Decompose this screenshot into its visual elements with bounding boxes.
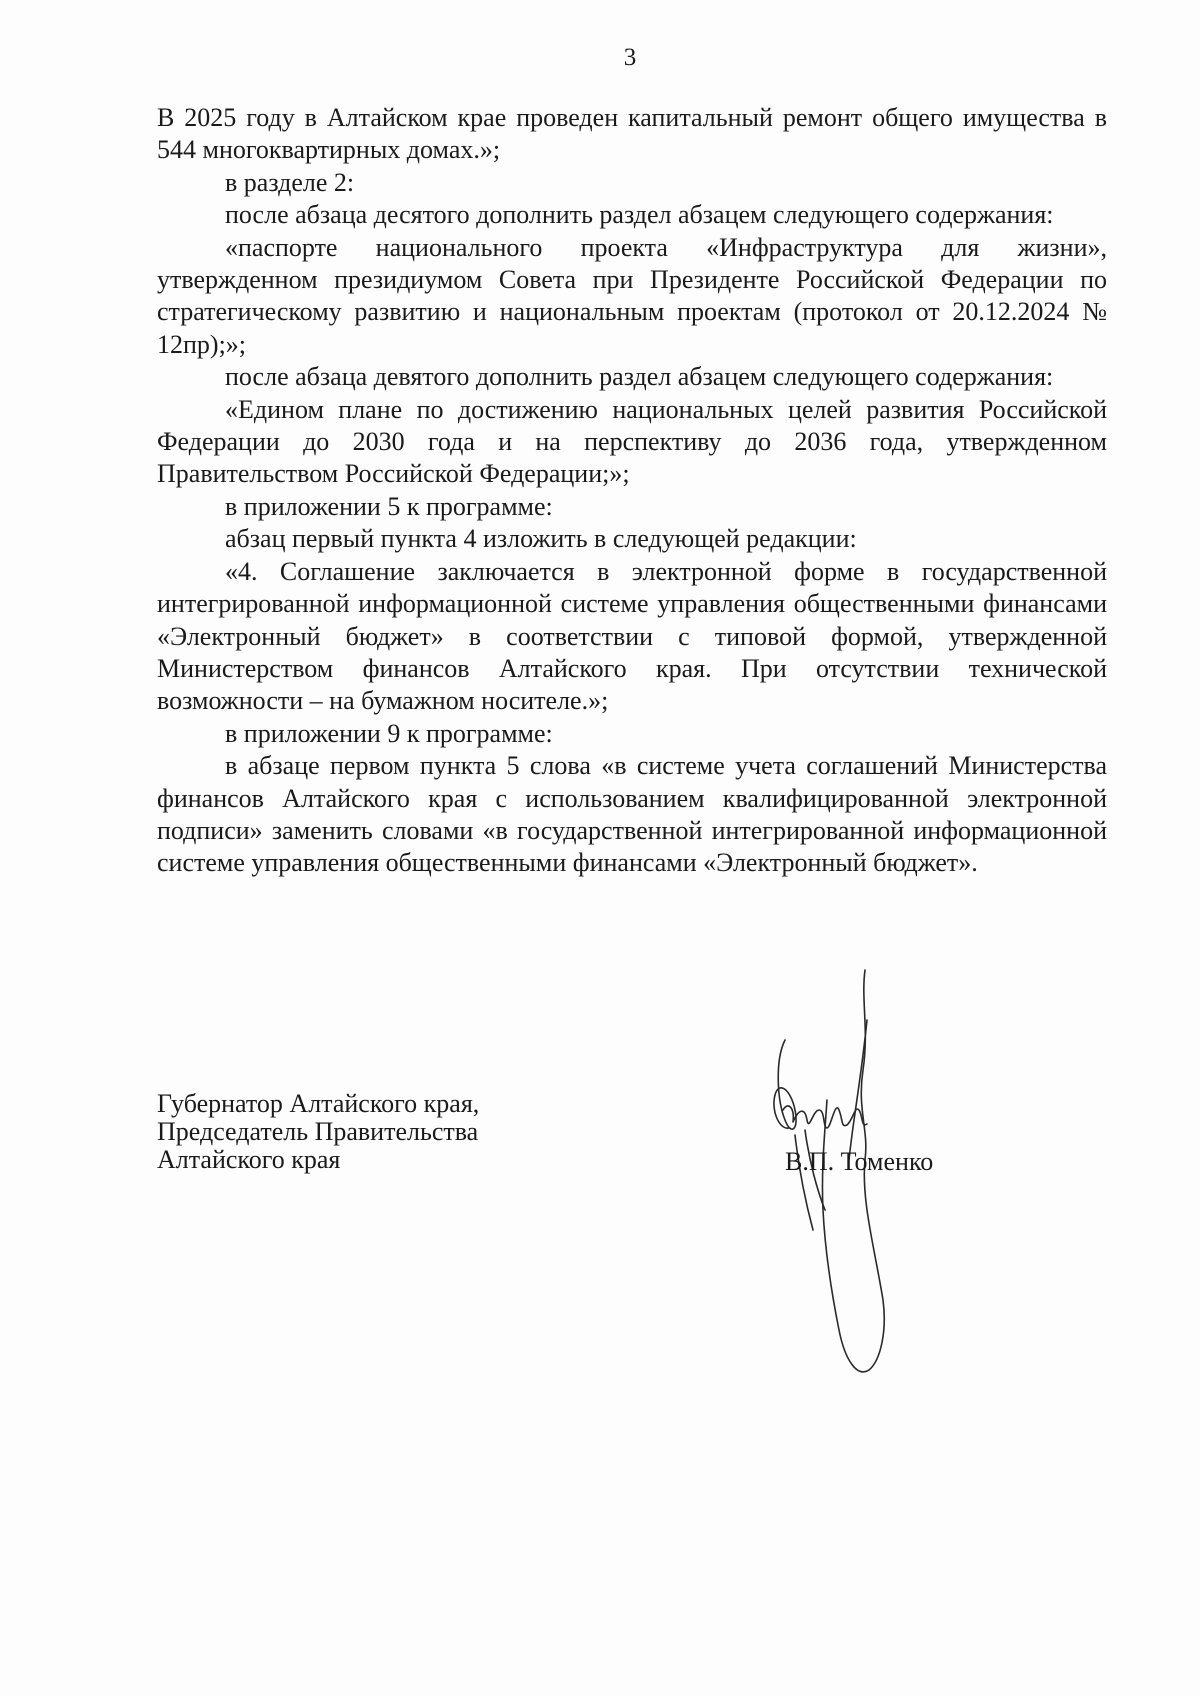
signatory-title-line: Председатель Правительства — [157, 1117, 479, 1146]
paragraph: абзац первый пункта 4 изложить в следующей редакции: — [225, 524, 857, 554]
paragraph: после абзаца десятого дополнить раздел абзацем следующего содержания: — [225, 200, 1054, 230]
document-body — [157, 102, 1107, 880]
paragraph: после абзаца девятого дополнить раздел абзацем следующего содержания: — [225, 362, 1054, 392]
paragraph: «Едином плане по достижению национальных целей развития Российской Федерации до 2030 года и на перспективу до 2036 года, утвержденном Правительством Российской Федерации;»; — [157, 394, 1107, 489]
paragraph: «4. Соглашение заключается в электронной форме в государственной интегрированной информационной системе управления общественными финансами «Электронный бюджет» в соответствии с типовой формой, утвержденной Министерством финансов Алтайского края. При отсутствии технической возможности – на бумажном носителе.»; — [157, 556, 1107, 716]
paragraph: «паспорте национального проекта «Инфраструктура для жизни», утвержденном президиумом Совета при Президенте Российской Федерации по стратегическому развитию и национальным проектам (протокол от 20.12.2024 № 12пр);»; — [157, 232, 1107, 359]
signatory-name: В.П. Томенко — [785, 1147, 934, 1176]
signatory-title-line: Губернатор Алтайского края, — [157, 1089, 480, 1118]
signatory-title — [157, 1090, 1107, 1174]
paragraph: в абзаце первом пункта 5 слова «в системе учета соглашений Министерства финансов Алтайского края с использованием квалифицированной электронной подписи» заменить словами «в государственной интегрированной информационной системе управления общественными финансами «Электронный бюджет». — [157, 751, 1107, 878]
paragraph: В 2025 году в Алтайском крае проведен капитальный ремонт общего имущества в 544 многоквартирных домах.»; — [157, 103, 1107, 165]
paragraph: в приложении 5 к программе: — [225, 491, 553, 521]
paragraph: в приложении 9 к программе: — [225, 718, 553, 748]
paragraph: в разделе 2: — [225, 167, 355, 197]
signatory-title-line: Алтайского края — [157, 1145, 341, 1174]
page-number: 3 — [623, 44, 637, 71]
